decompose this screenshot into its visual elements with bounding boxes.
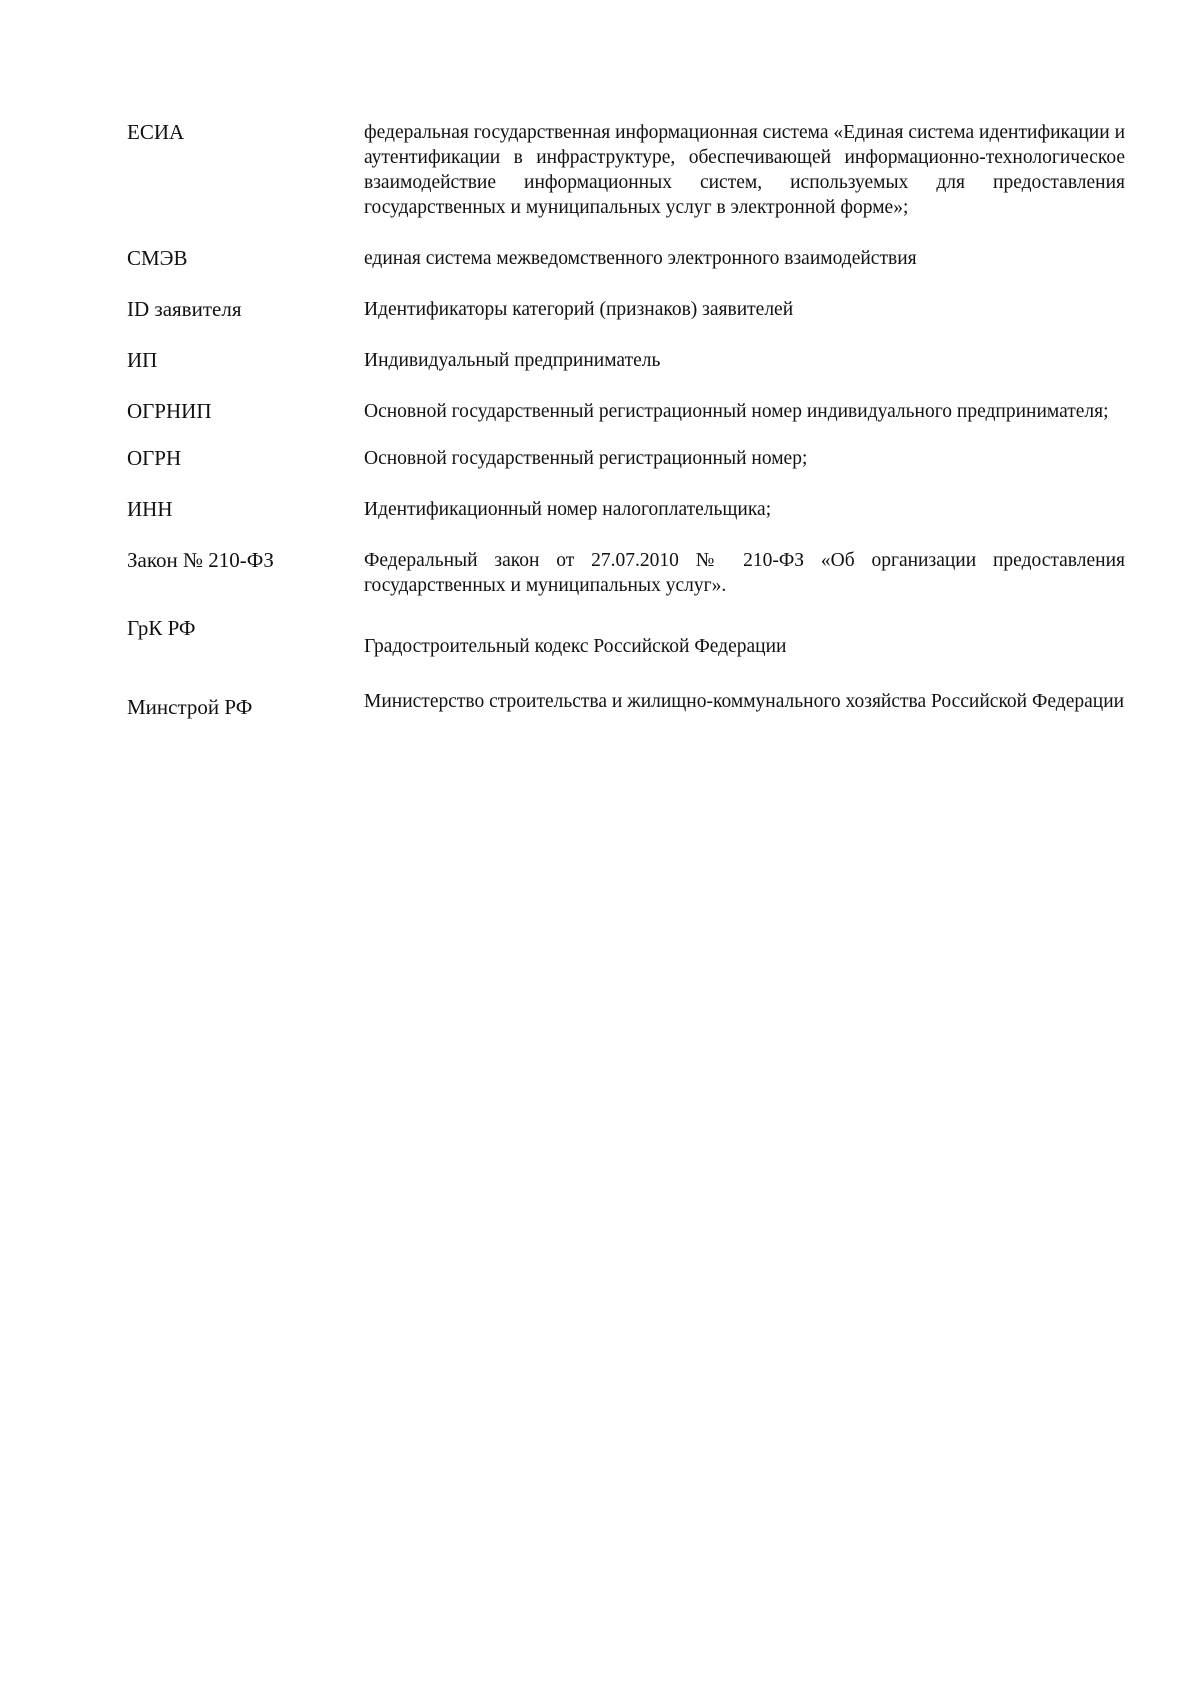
abbreviation-row-applicant-id	[127, 297, 1125, 322]
abbreviation-definition: Основной государственный регистрационный номер индивидуального предпринимателя;	[364, 401, 1109, 422]
abbreviation-term: ЕСИА	[127, 120, 185, 144]
abbreviation-row-minstroy-rf	[127, 689, 1125, 719]
abbreviation-definition: Идентификационный номер налогоплательщика;	[364, 499, 772, 520]
abbreviation-list	[127, 120, 1125, 719]
abbreviation-definition: единая система межведомственного электронного взаимодействия	[364, 248, 917, 269]
abbreviation-definition: Основной государственный регистрационный номер;	[364, 448, 808, 469]
abbreviation-definition: Индивидуальный предприниматель	[364, 350, 661, 371]
abbreviation-row-law-210fz	[127, 548, 1125, 598]
abbreviation-row-ip	[127, 348, 1125, 373]
abbreviation-row-ogrn	[127, 446, 1125, 471]
abbreviation-definition: Министерство строительства и жилищно-коммунального хозяйства Российской Федерации	[364, 691, 1125, 712]
abbreviation-term: Минстрой РФ	[127, 695, 253, 719]
abbreviation-definition: федеральная государственная информационная система «Единая система идентификации и аутентификации в инфраструктуре, обеспечивающей информационно-технологическое взаимодействие информационных систем, используемых для предоставления государственных и муниципальных услуг в электронной форме»;	[364, 122, 1125, 218]
abbreviation-term: ИНН	[127, 497, 173, 521]
abbreviation-definition: Градостроительный кодекс Российской Федерации	[364, 636, 787, 657]
abbreviation-term: ГрК РФ	[127, 616, 196, 640]
abbreviation-row-grk-rf	[127, 616, 1125, 659]
abbreviation-term: ОГРНИП	[127, 399, 212, 423]
abbreviation-row-ogrnip	[127, 399, 1125, 424]
abbreviation-row-inn	[127, 497, 1125, 522]
abbreviation-row-esia	[127, 120, 1125, 220]
abbreviation-row-smev	[127, 246, 1125, 271]
abbreviation-definition: Идентификаторы категорий (признаков) заявителей	[364, 299, 794, 320]
abbreviation-term: ID заявителя	[127, 297, 242, 321]
abbreviation-term: ИП	[127, 348, 158, 372]
abbreviation-term: Закон № 210-ФЗ	[127, 548, 274, 572]
abbreviation-definition: Федеральный закон от 27.07.2010 № 210-ФЗ «Об организации предоставления государственных и муниципальных услуг».	[364, 550, 1125, 596]
abbreviation-term: ОГРН	[127, 446, 182, 470]
abbreviation-term: СМЭВ	[127, 246, 188, 270]
